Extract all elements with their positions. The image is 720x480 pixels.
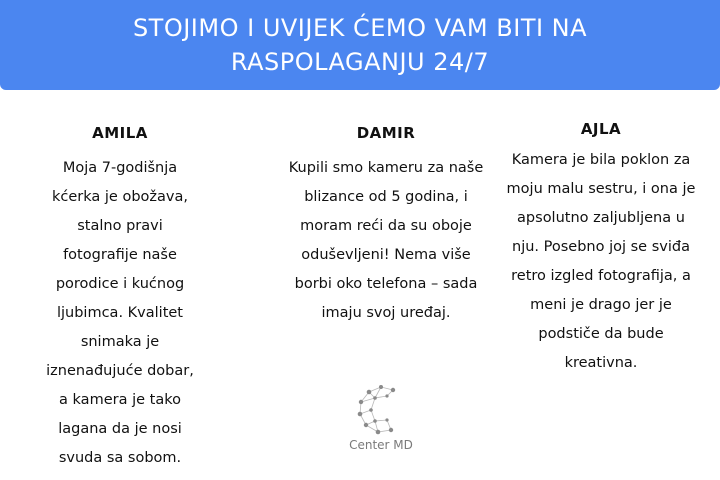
constellation-c-icon <box>351 384 411 436</box>
testimonial-text: Kamera je bila poklon za moju malu sestru, i ona je apsolutno zaljubljena u nju. Posebno joj se sviđa retro izgled fotografija, a meni je drago jer je podstiče da bude kreativna. <box>506 152 696 371</box>
testimonial-name: AMILA <box>92 124 148 142</box>
testimonial-text: Moja 7-godišnja kćerka je obožava, stalno pravi fotografije naše porodice i kućnog ljubimca. Kvalitet snimaka je iznenađujuće dobar, a kamera je tako lagana da je nosi svuda sa sobom. <box>46 160 194 466</box>
testimonial-card-amila <box>45 118 195 473</box>
testimonial-text: Kupili smo kameru za naše blizance od 5 godina, i moram reći da su oboje oduševljeni! Nema više borbi oko telefona – sada imaju svoj uređaj. <box>288 160 484 321</box>
header-banner <box>0 0 720 90</box>
testimonial-name: DAMIR <box>356 124 416 142</box>
logo-text: Center MD <box>349 438 413 452</box>
testimonial-card-damir <box>286 118 486 328</box>
center-md-logo <box>338 384 424 464</box>
page-title: STOJIMO I UVIJEK ĆEMO VAM BITI NA RASPOLAGANJU 24/7 <box>132 14 588 76</box>
testimonial-name: AJLA <box>580 120 622 138</box>
testimonial-card-ajla <box>506 118 696 378</box>
